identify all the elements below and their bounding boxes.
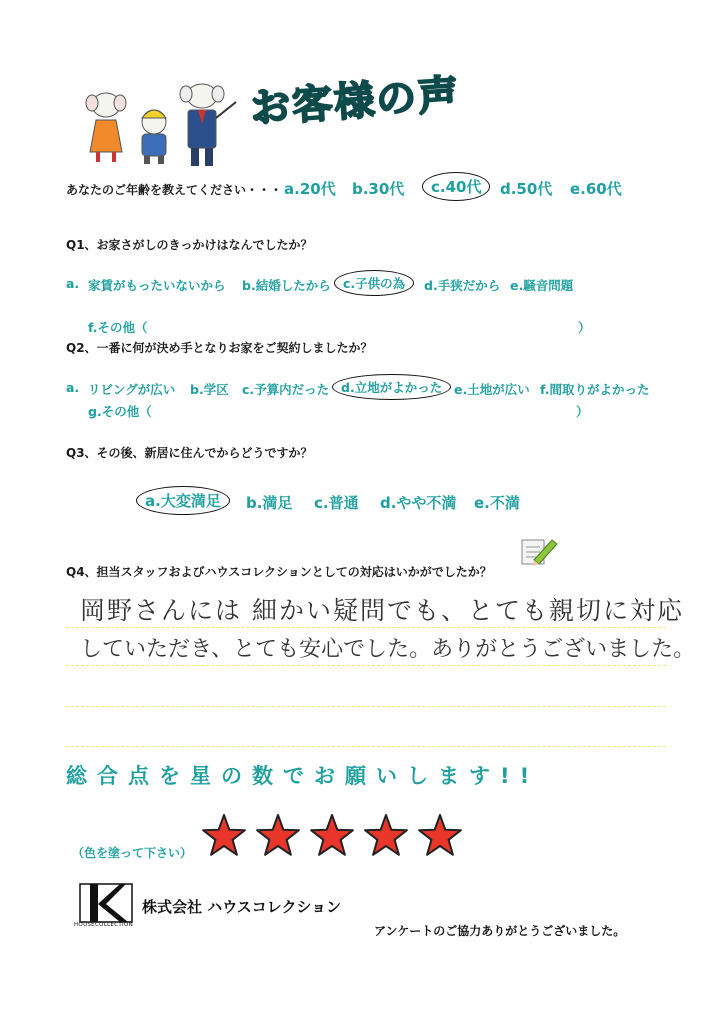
q2-option-b[interactable]: b.学区 — [190, 382, 229, 397]
age-option-50s[interactable]: d.50代 — [500, 180, 553, 198]
q2-question: Q2、一番に何が決め手となりお家をご契約しましたか？ — [66, 341, 373, 355]
q1-option-d[interactable]: d.手狭だから — [424, 278, 501, 293]
q3-option-e[interactable]: e.不満 — [474, 494, 520, 512]
q2-option-other[interactable]: g.その他（ — [88, 404, 152, 419]
q1-option-a-prefix: a. — [66, 276, 80, 291]
q1-option-other[interactable]: f.その他（ — [88, 320, 148, 335]
q4-question: Q4、担当スタッフおよびハウスコレクションとしての対応はいかがでしたか？ — [66, 565, 492, 579]
q2-option-a-prefix: a. — [66, 380, 80, 395]
q3-option-a[interactable]: a.大変満足 — [136, 486, 230, 515]
mascot-father-icon — [180, 84, 236, 166]
rating-prompt: 総合点を星の数でお願いします!! — [66, 764, 540, 788]
mascot-girl-icon — [86, 93, 126, 162]
age-option-60s[interactable]: e.60代 — [570, 180, 622, 198]
q1-option-other-close: ） — [578, 320, 591, 335]
q3-option-c[interactable]: c.普通 — [314, 494, 359, 512]
q2-option-other-close: ） — [576, 404, 589, 419]
age-option-40s[interactable]: c.40代 — [422, 172, 490, 201]
answer-rule-1 — [66, 627, 666, 628]
star-icon[interactable] — [254, 812, 302, 860]
q1-question: Q1、お家さがしのきっかけはなんでしたか？ — [66, 238, 313, 252]
q4-answer-line2: していただき、とても安心でした。ありがとうございました。 — [80, 637, 696, 662]
age-question: あなたのご年齢を教えてください・・・ — [66, 183, 283, 197]
answer-rule-4 — [66, 746, 666, 747]
footer-thanks: アンケートのご協力ありがとうございました。 — [374, 924, 626, 938]
q1-option-c[interactable]: c.子供の為 — [334, 270, 414, 296]
answer-rule-2 — [66, 665, 666, 666]
answer-rule-3 — [66, 706, 666, 707]
company-name: 株式会社 ハウスコレクション — [142, 898, 342, 916]
q2-option-e[interactable]: e.土地が広い — [454, 382, 530, 397]
q2-option-c[interactable]: c.予算内だった — [242, 382, 330, 397]
q2-option-a[interactable]: リビングが広い — [88, 382, 176, 397]
star-icon[interactable] — [416, 812, 464, 860]
age-option-20s[interactable]: a.20代 — [284, 180, 336, 198]
mascot-child-icon — [142, 110, 166, 164]
q4-answer-line1: 岡野さんには 細かい疑問でも、とても親切に対応 — [80, 596, 684, 625]
q2-option-d[interactable]: d.立地がよかった — [332, 374, 451, 400]
mascot-family-illustration — [74, 80, 244, 170]
page-title: お客様の声 — [248, 71, 462, 133]
rating-note: （色を塗って下さい） — [72, 846, 193, 860]
star-icon[interactable] — [200, 812, 248, 860]
q3-question: Q3、その後、新居に住んでからどうですか？ — [66, 446, 313, 460]
star-icon[interactable] — [308, 812, 356, 860]
star-rating[interactable] — [200, 812, 470, 862]
q1-option-e[interactable]: e.騒音問題 — [510, 278, 574, 293]
age-option-30s[interactable]: b.30代 — [352, 180, 405, 198]
q1-option-b[interactable]: b.結婚したから — [242, 278, 331, 293]
memo-pencil-icon — [520, 534, 560, 568]
company-logo-text: HOUSECOLLECTION — [74, 922, 133, 928]
q3-option-d[interactable]: d.やや不満 — [380, 494, 457, 512]
q1-option-a[interactable]: 家賃がもったいないから — [88, 278, 226, 293]
q3-option-b[interactable]: b.満足 — [246, 494, 293, 512]
star-icon[interactable] — [362, 812, 410, 860]
q2-option-f[interactable]: f.間取りがよかった — [540, 382, 650, 397]
